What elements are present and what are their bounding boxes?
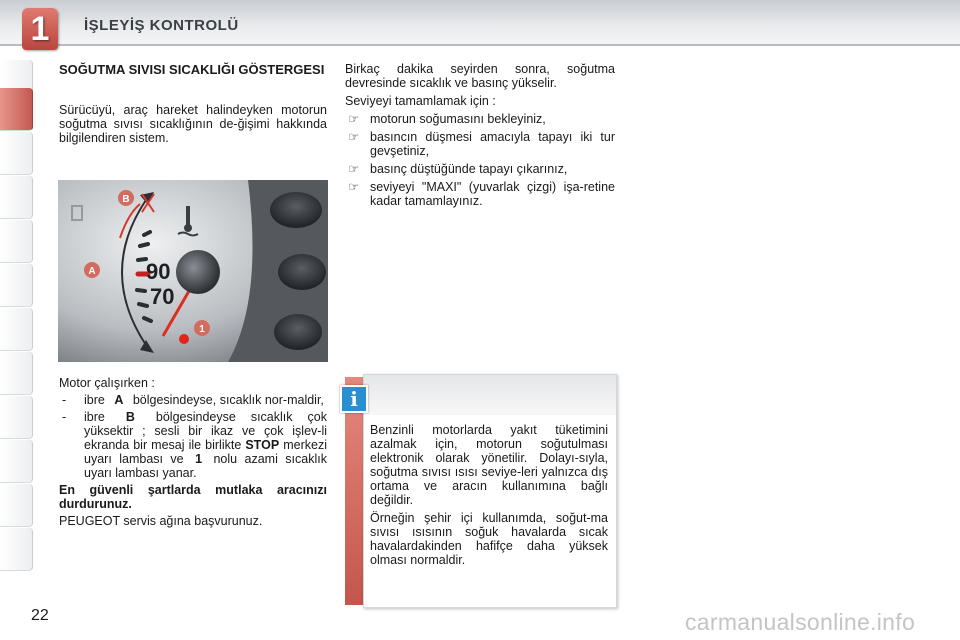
side-tab[interactable]: [0, 352, 33, 395]
pointing-hand-icon: ☞: [348, 180, 360, 194]
temperature-gauge-illustration: [58, 180, 328, 362]
section-title: SOĞUTMA SIVISI SICAKLIĞI GÖSTERGESI: [59, 62, 325, 77]
pointing-hand-icon: ☞: [348, 112, 360, 126]
side-tab[interactable]: [0, 440, 33, 483]
gauge-reading-90: 90: [146, 259, 171, 284]
chapter-number: 1: [30, 10, 50, 48]
right-body: [345, 62, 615, 208]
info-paragraph-2: Örneğin şehir içi kullanımda, soğut-ma sıvısı ısısının soğuk havalarda sıcak havalardakinden hafifçe daha yüksek olması normaldir.: [370, 511, 608, 567]
side-tab[interactable]: [0, 264, 33, 307]
page-title: İŞLEYİŞ KONTROLÜ: [84, 17, 239, 34]
side-tab[interactable]: [0, 220, 33, 263]
gauge-reading-70: 70: [150, 284, 175, 309]
side-tab[interactable]: [0, 176, 33, 219]
bullet-item: ☞ motorun soğumasını bekleyiniz,: [348, 112, 546, 126]
watermark: carmanualsonline.info: [685, 609, 916, 635]
label-1: 1: [199, 324, 205, 335]
warning-text: En güvenli şartlarda mutlaka aracınızı durdurunuz.: [59, 483, 327, 511]
side-tab-active[interactable]: [0, 88, 33, 131]
bullet-item: ☞ seviyeyi "MAXI" (yuvarlak çizgi) işa-retine kadar tamamlayınız.: [348, 180, 615, 208]
page-number: 22: [31, 607, 49, 624]
right-paragraph-2: Seviyeyi tamamlamak için :: [345, 94, 496, 108]
dash-marker: -: [62, 393, 67, 407]
service-text: PEUGEOT servis ağına başvurunuz.: [59, 514, 263, 528]
lead-text: Motor çalışırken :: [59, 376, 155, 390]
chapter-side-tabs: [0, 60, 34, 580]
dash-marker: -: [62, 410, 67, 424]
info-box-text: [370, 423, 608, 567]
label-b: B: [122, 194, 130, 205]
info-paragraph-1: Benzinli motorlarda yakıt tüketimini azalmak için, motorun soğutulması elektronik olarak yönetilir. Dolayı-sıyla, soğutma sıvısı ısısı seviye-leri yalnızca dış ortama ve aracın kullanımına bağlı değildir.: [370, 423, 608, 507]
vent-hole: [274, 314, 322, 350]
bullet-item: ☞ basınç düştüğünde tapayı çıkarınız,: [348, 162, 568, 176]
info-icon: i: [340, 385, 368, 413]
pointing-hand-icon: ☞: [348, 162, 360, 176]
right-paragraph-1: Birkaç dakika seyirden sonra, soğutma devresinde sıcaklık ve basınç yükselir.: [345, 62, 615, 90]
list-item: - ibre B bölgesindeyse sıcaklık çok yüksektir ; sesli bir ikaz ve çok işlev-li ekranda bir mesaj ile birlikte STOP merkezi uyarı lambası ve 1 nolu azami sıcaklık uyarı lambası yanar.: [62, 410, 327, 480]
pointing-hand-icon: ☞: [348, 130, 360, 144]
side-tab[interactable]: [0, 528, 33, 571]
bullet-item: ☞ basıncın düşmesi amacıyla tapayı iki tur gevşetiniz,: [348, 130, 615, 158]
list-item: - ibre A bölgesindeyse, sıcaklık nor-maldir,: [62, 393, 324, 407]
label-a: A: [88, 266, 96, 277]
side-tab[interactable]: [0, 308, 33, 351]
side-tab[interactable]: [0, 396, 33, 439]
header-divider: [0, 44, 960, 46]
warning-lamp: [179, 334, 189, 344]
intro-paragraph: Sürücüyü, araç hareket halindeyken motorun soğutma sıvısı sıcaklığının de-ğişimi hakkında bilgilendiren sistem.: [59, 103, 327, 145]
side-tab[interactable]: [0, 132, 33, 175]
left-body: [59, 376, 327, 528]
vent-hole: [278, 254, 326, 290]
gauge-hub: [176, 250, 220, 294]
side-tab[interactable]: [0, 484, 33, 527]
vent-hole: [270, 192, 322, 228]
info-box-header: [364, 375, 616, 415]
